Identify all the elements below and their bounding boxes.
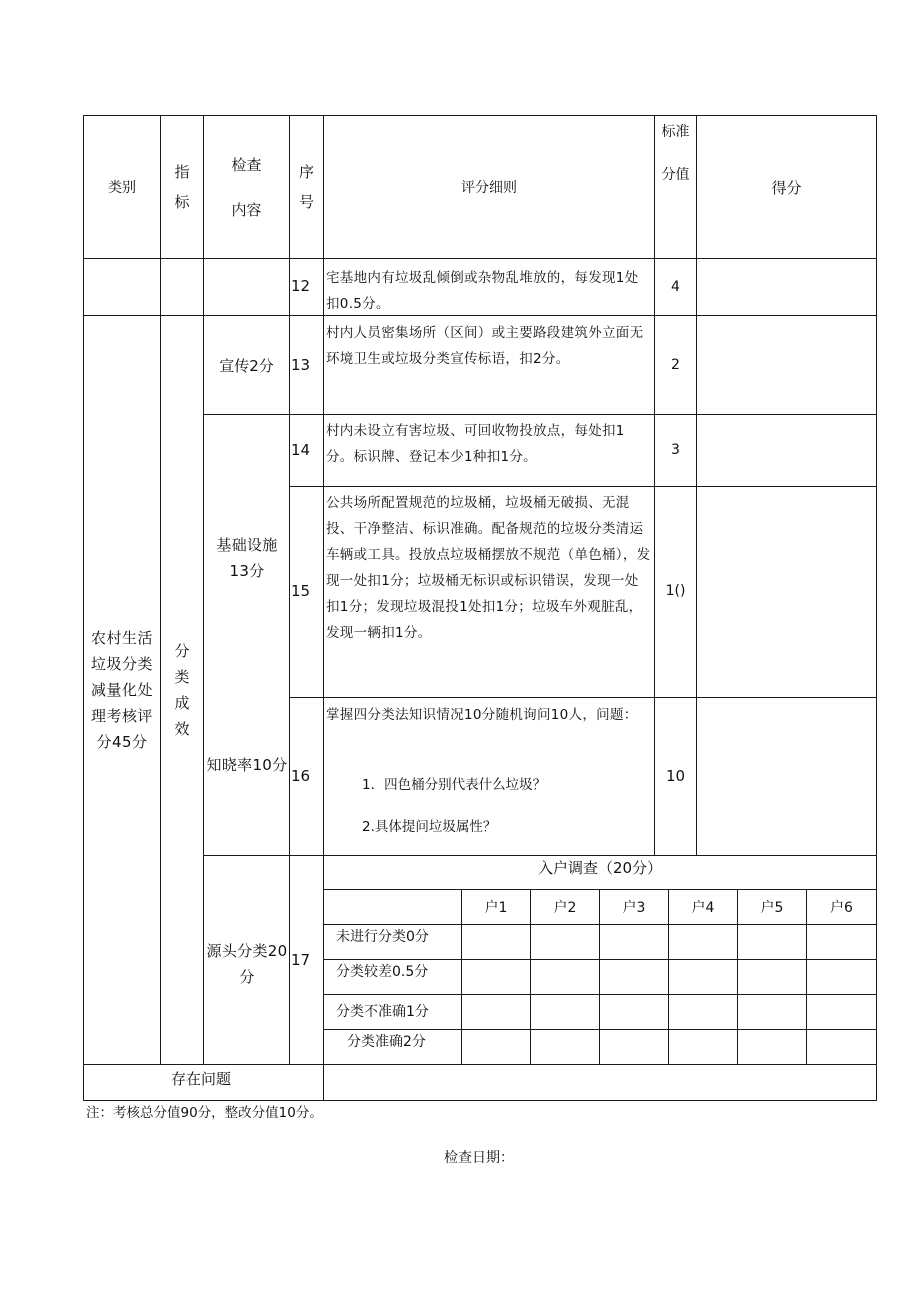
header-seq-2: 号 <box>298 193 314 211</box>
category-main: 农村生活垃圾分类减量化处理考核评分45分 <box>90 629 153 751</box>
header-check-content-1: 检查 <box>231 156 262 174</box>
level-3: 分类准确2分 <box>347 1034 426 1050</box>
row-16-question-1: 1．四色桶分别代表什么垃圾？ <box>362 777 547 793</box>
household-3: 户3 <box>622 900 646 916</box>
row-14-seq: 14 <box>291 441 311 459</box>
row-15-standard: 1() <box>665 583 686 599</box>
row-16-content: 知晓率10分 <box>206 756 288 774</box>
header-criteria: 评分细则 <box>461 180 517 196</box>
row-16-seq: 16 <box>291 767 311 785</box>
row-16-standard: 10 <box>665 767 686 785</box>
header-indicator-1: 指 <box>174 163 190 181</box>
row-15-criteria: 公共场所配置规范的垃圾桶，垃圾桶无破损、无混投、干净整洁、标识准确。配备规范的垃圾分类清运车辆或工具。投放点垃圾桶摆放不规范（单色桶），发现一处扣1分；垃圾桶无标识或标识错误，发现一处扣1分；发现垃圾混投1处扣1分；垃圾车外观脏乱，发现一辆扣1分。 <box>326 495 651 641</box>
check-date: 检查日期： <box>444 1150 514 1166</box>
row-13-seq: 13 <box>291 356 311 374</box>
row-17-content: 源头分类20分 <box>206 942 288 986</box>
indicator-main: 分 类 成 效 <box>174 642 190 738</box>
note: 注：考核总分值90分，整改分值10分。 <box>86 1105 323 1121</box>
header-seq-1: 序 <box>298 163 314 181</box>
household-6: 户6 <box>830 900 853 916</box>
row-16-question-2: 2.具体提问垃圾属性？ <box>362 819 497 835</box>
level-1: 分类较差0.5分 <box>336 964 429 980</box>
household-5: 户5 <box>760 900 784 916</box>
row-14-standard: 3 <box>671 442 680 458</box>
row-14-criteria: 村内未设立有害垃圾、可回收物投放点，每处扣1分。标识牌、登记本少1种扣1分。 <box>326 423 625 465</box>
row-12-standard: 4 <box>671 279 680 295</box>
header-score: 得分 <box>771 179 802 197</box>
row-16-criteria: 掌握四分类法知识情况10分随机询问10人，问题： <box>326 707 638 723</box>
header-standard-2: 分值 <box>661 167 690 183</box>
survey-title: 入户调查（20分） <box>537 859 663 877</box>
level-0: 未进行分类0分 <box>336 929 429 945</box>
level-2: 分类不准确1分 <box>336 1004 429 1020</box>
household-4: 户4 <box>691 900 715 916</box>
header-indicator-2: 标 <box>174 193 190 211</box>
header-category: 类别 <box>108 180 136 196</box>
row-13-content: 宣传2分 <box>219 357 274 375</box>
row-15-seq: 15 <box>291 582 311 600</box>
row-12-criteria: 宅基地内有垃圾乱倾倒或杂物乱堆放的，每发现1处扣0.5分。 <box>326 270 639 312</box>
row-17-seq: 17 <box>291 951 311 969</box>
issues-label: 存在问题 <box>171 1070 232 1088</box>
row-12-seq: 12 <box>291 277 311 295</box>
row-13-criteria: 村内人员密集场所（区间）或主要路段建筑外立面无环境卫生或垃圾分类宣传标语，扣2分。 <box>326 325 644 367</box>
household-2: 户2 <box>553 900 577 916</box>
header-standard-1: 标准 <box>661 124 690 140</box>
row-15-content: 基础设施13分 <box>216 536 278 580</box>
header-check-content-2: 内容 <box>231 201 262 219</box>
household-1: 户1 <box>484 900 508 916</box>
row-13-standard: 2 <box>671 357 680 373</box>
